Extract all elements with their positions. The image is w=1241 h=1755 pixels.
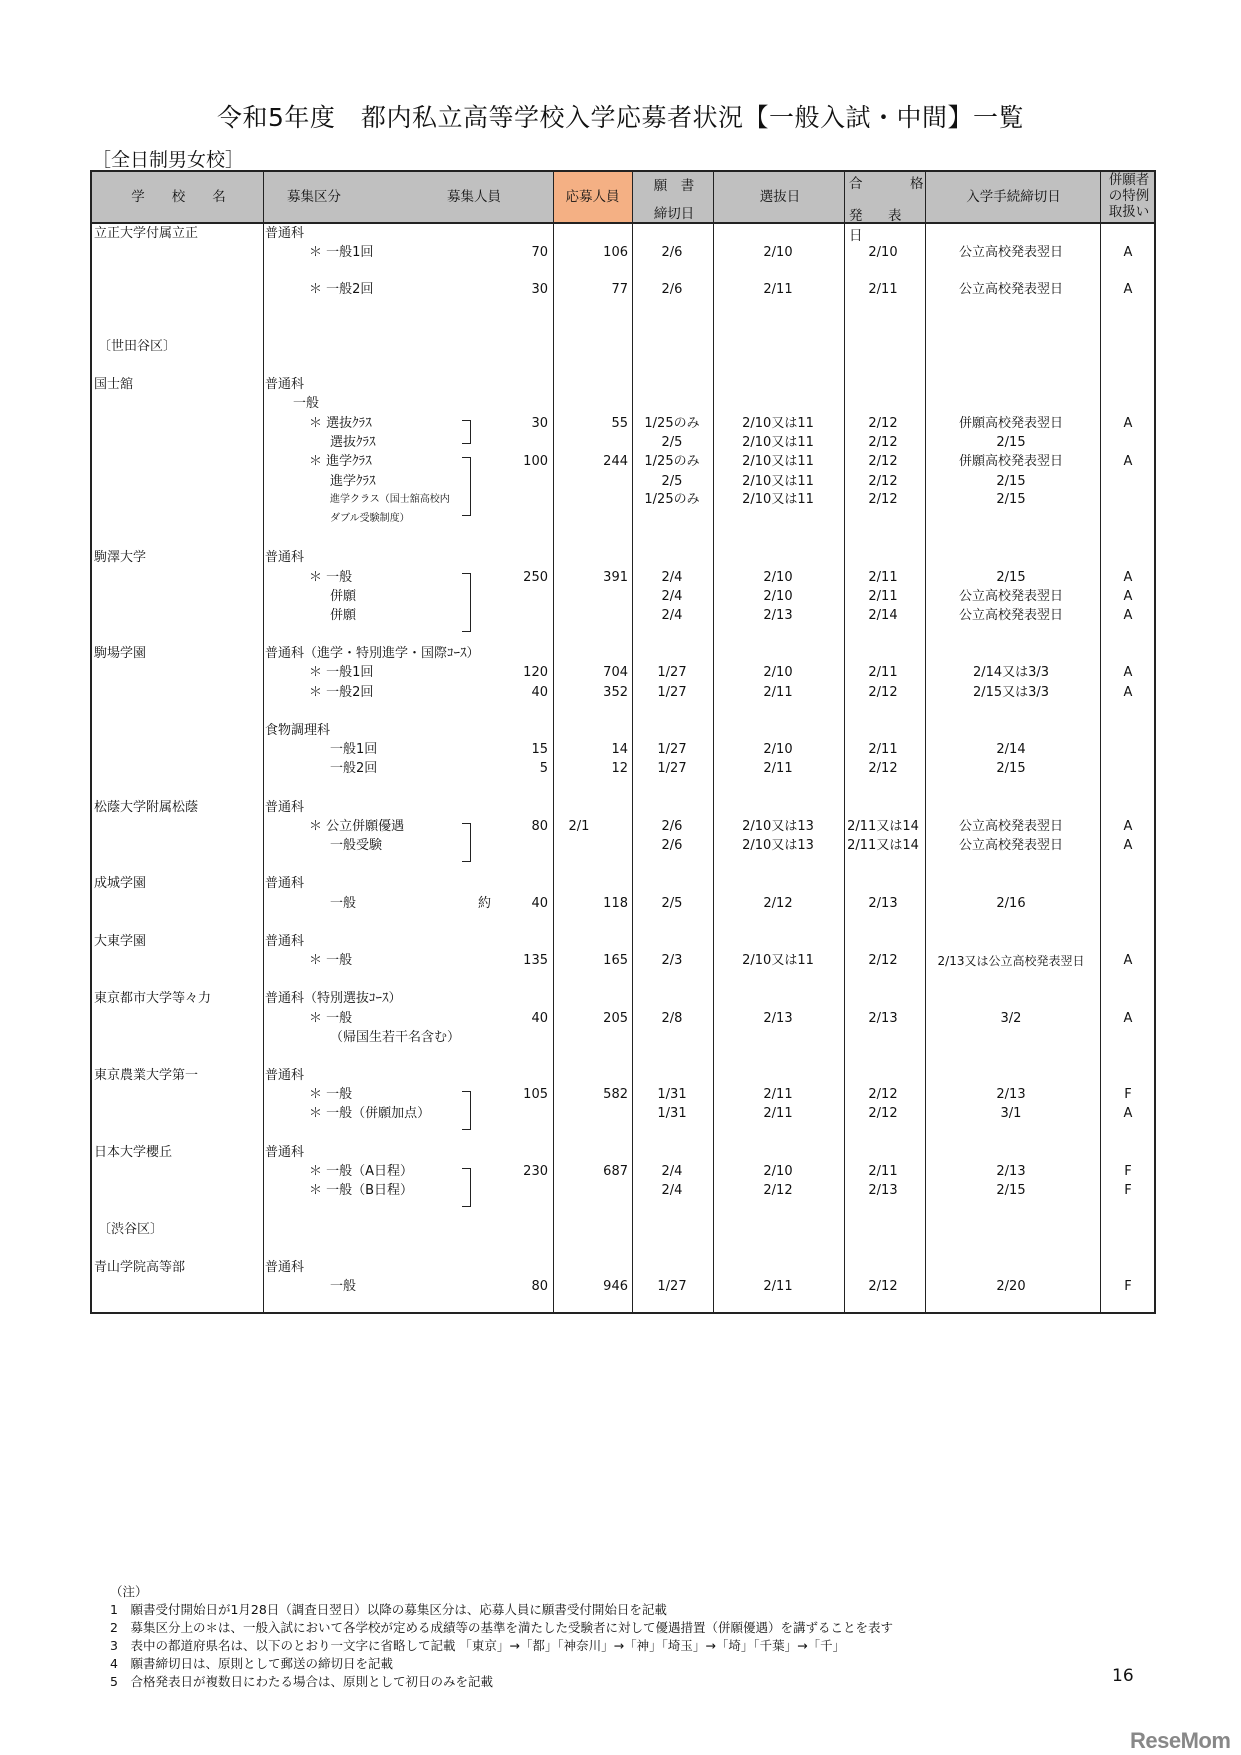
quota-value: 70 (531, 245, 548, 260)
pass-date-value: 2/11 (868, 1164, 898, 1179)
deadline-value: 2/6 (661, 245, 683, 260)
exam-date-value: 2/13 (763, 608, 793, 623)
quota-value: 30 (531, 416, 548, 431)
enroll-deadline-value: 2/15 (996, 570, 1026, 585)
applicants-value: 244 (603, 454, 628, 469)
category-label: 普通科 (265, 1145, 305, 1160)
special-handling-value: A (1123, 589, 1133, 604)
exam-date-value: 2/10 (763, 589, 793, 604)
category-label: 一般2回 (330, 761, 378, 776)
enroll-deadline-value: 公立高校発表翌日 (958, 282, 1063, 297)
special-handling-value: F (1124, 1164, 1132, 1179)
category-label: ＊ 一般（A日程） (309, 1164, 414, 1179)
special-handling-value: A (1123, 245, 1133, 260)
special-handling-value: F (1124, 1183, 1132, 1198)
enroll-deadline-value: 2/15 (996, 492, 1026, 507)
applicants-value: 165 (603, 953, 628, 968)
deadline-value: 2/4 (661, 1164, 683, 1179)
school-name: 大東学園 (94, 934, 147, 949)
pass-date-value: 2/11 (868, 570, 898, 585)
applicants-value: 55 (611, 416, 628, 431)
deadline-value: 2/6 (661, 282, 683, 297)
enroll-deadline-value: 2/15 (996, 474, 1026, 489)
header-category: 募集区分 (287, 189, 341, 205)
exam-date-value: 2/11 (763, 1087, 793, 1102)
special-handling-value: A (1123, 1106, 1133, 1121)
pass-date-value: 2/12 (868, 953, 898, 968)
enroll-deadline-value: 併願高校発表翌日 (958, 416, 1063, 431)
school-name: 国士舘 (94, 377, 134, 392)
exam-date-value: 2/11 (763, 1279, 793, 1294)
deadline-value: 1/25のみ (644, 454, 700, 469)
applicants-value: 946 (603, 1279, 628, 1294)
category-label: 普通科 (265, 377, 305, 392)
applicants-value: 391 (603, 570, 628, 585)
exam-date-value: 2/10又は11 (742, 416, 814, 431)
enroll-deadline-value: 2/13又は公立高校発表翌日 (937, 954, 1085, 968)
exam-date-value: 2/10 (763, 742, 793, 757)
applicants-value: 582 (603, 1087, 628, 1102)
exam-date-value: 2/12 (763, 1183, 793, 1198)
deadline-value: 2/4 (661, 1183, 683, 1198)
enroll-deadline-value: 公立高校発表翌日 (958, 838, 1063, 853)
bracket-icon (462, 573, 471, 632)
note-4: 4 願書締切日は、原則として郵送の締切日を記載 (110, 1656, 393, 1671)
header-special: 併願者 の特例 取扱い (1108, 172, 1150, 220)
school-name: 松蔭大学附属松蔭 (94, 800, 199, 815)
category-label: 進学クラス（国士舘高校内 (330, 494, 450, 505)
enroll-deadline-value: 3/2 (1000, 1011, 1022, 1026)
category-label: ＊ 一般（併願加点） (309, 1106, 431, 1121)
header-pass-left: 合 (849, 176, 863, 192)
special-handling-value: A (1123, 685, 1133, 700)
category-label: 普通科 (265, 876, 305, 891)
header-exam-date: 選抜日 (759, 189, 801, 205)
special-handling-value: F (1124, 1087, 1132, 1102)
enroll-deadline-value: 2/14又は3/3 (972, 665, 1050, 680)
exam-date-value: 2/10 (763, 570, 793, 585)
quota-value: 120 (523, 665, 548, 680)
category-label: 一般 (330, 1279, 357, 1294)
quota-value: 250 (523, 570, 548, 585)
special-handling-value: A (1123, 953, 1133, 968)
bracket-icon (462, 1168, 471, 1207)
applicants-value: 704 (603, 665, 628, 680)
enroll-deadline-value: 2/15 (996, 1183, 1026, 1198)
category-label: 進学ｸﾗｽ (330, 474, 376, 489)
special-handling-value: A (1123, 1011, 1133, 1026)
header-enroll: 入学手続締切日 (966, 189, 1061, 205)
pass-date-value: 2/11 (868, 742, 898, 757)
deadline-value: 2/3 (661, 953, 683, 968)
category-label: 併願 (330, 608, 357, 623)
bracket-icon (462, 420, 471, 444)
quota-value: 40 (531, 1011, 548, 1026)
applicants-value: 77 (611, 282, 628, 297)
school-name: 東京農業大学第一 (94, 1068, 199, 1083)
category-label: 普通科 (265, 1260, 305, 1275)
enroll-deadline-value: 2/20 (996, 1279, 1026, 1294)
school-name: 駒場学園 (94, 646, 147, 661)
exam-date-value: 2/13 (763, 1011, 793, 1026)
category-label: 選抜ｸﾗｽ (330, 435, 376, 450)
note-2: 2 募集区分上の＊は、一般入試において各学校が定める成績等の基準を満たした受験者に対して優遇措置（併願優遇）を講ずることを表す (110, 1620, 893, 1635)
enroll-deadline-value: 公立高校発表翌日 (958, 819, 1063, 834)
category-label: ＊ 一般2回 (309, 282, 374, 297)
pass-date-value: 2/12 (868, 435, 898, 450)
special-handling-value: A (1123, 282, 1133, 297)
category-label: 一般 (330, 896, 357, 911)
quota-value: 40 (531, 896, 548, 911)
pass-date-value: 2/12 (868, 1087, 898, 1102)
col-divider (263, 172, 264, 1312)
exam-date-value: 2/12 (763, 896, 793, 911)
quota-value: 100 (523, 454, 548, 469)
category-label: 一般 (293, 396, 320, 411)
deadline-value: 2/8 (661, 1011, 683, 1026)
special-handling-value: A (1123, 838, 1133, 853)
deadline-value: 1/27 (657, 1279, 687, 1294)
pass-date-value: 2/12 (868, 454, 898, 469)
special-handling-value: A (1123, 819, 1133, 834)
category-label: ダブル受験制度） (330, 513, 410, 524)
category-label: 食物調理科 (265, 723, 331, 738)
school-name: 立正大学付属立正 (94, 226, 199, 241)
enroll-deadline-value: 公立高校発表翌日 (958, 608, 1063, 623)
header-pass-right: 格 (910, 176, 924, 192)
deadline-value: 1/25のみ (644, 416, 700, 431)
category-label: ＊ 一般1回 (309, 245, 374, 260)
pass-date-value: 2/12 (868, 474, 898, 489)
category-label: ＊ 一般2回 (309, 685, 374, 700)
deadline-value: 1/31 (657, 1106, 687, 1121)
exam-date-value: 2/10又は11 (742, 953, 814, 968)
category-label: ＊ 一般 (309, 570, 353, 585)
pass-date-value: 2/12 (868, 416, 898, 431)
enroll-deadline-value: 3/1 (1000, 1106, 1022, 1121)
category-label: 併願 (330, 589, 357, 604)
exam-date-value: 2/10 (763, 1164, 793, 1179)
category-label: ＊ 進学ｸﾗｽ (309, 454, 372, 469)
category-label: 普通科 (265, 1068, 305, 1083)
deadline-value: 2/4 (661, 589, 683, 604)
exam-date-value: 2/11 (763, 1106, 793, 1121)
special-handling-value: F (1124, 1279, 1132, 1294)
deadline-value: 2/6 (661, 838, 683, 853)
bracket-icon (462, 1091, 471, 1130)
pass-date-value: 2/12 (868, 492, 898, 507)
exam-date-value: 2/10又は13 (742, 819, 814, 834)
quota-value: 80 (531, 819, 548, 834)
page-number: 16 (1112, 1666, 1134, 1686)
enroll-deadline-value: 2/13 (996, 1087, 1026, 1102)
pass-date-value: 2/11 (868, 282, 898, 297)
enroll-deadline-value: 公立高校発表翌日 (958, 589, 1063, 604)
school-name: 東京都市大学等々力 (94, 991, 212, 1006)
pass-date-value: 2/11又は14 (847, 838, 919, 853)
applicants-value: 12 (611, 761, 628, 776)
exam-date-value: 2/10又は13 (742, 838, 814, 853)
bracket-icon (462, 823, 471, 862)
category-label: 普通科（進学・特別進学・国際ｺｰｽ） (265, 646, 480, 661)
special-handling-value: A (1123, 608, 1133, 623)
applicants-value: 2/1 (568, 819, 590, 834)
pass-date-value: 2/14 (868, 608, 898, 623)
quota-value: 15 (531, 742, 548, 757)
exam-date-value: 2/11 (763, 282, 793, 297)
quota-value: 135 (523, 953, 548, 968)
section-label: ［全日制男女校］ (92, 149, 245, 171)
approx-label: 約 (478, 896, 492, 911)
enroll-deadline-value: 2/16 (996, 896, 1026, 911)
category-label: ＊ 一般（B日程） (309, 1183, 414, 1198)
deadline-value: 2/5 (661, 474, 683, 489)
header-deadline-top: 願 書 (653, 178, 695, 194)
school-name: 駒澤大学 (94, 550, 147, 565)
applicants-value: 352 (603, 685, 628, 700)
page-title: 令和5年度 都内私立高等学校入学応募者状況【一般入試・中間】一覧 (217, 103, 1024, 132)
pass-date-value: 2/11 (868, 589, 898, 604)
deadline-value: 2/5 (661, 896, 683, 911)
ward-label: 〔世田谷区〕 (98, 339, 177, 354)
note-5: 5 合格発表日が複数日にわたる場合は、原則として初日のみを記載 (110, 1674, 493, 1689)
category-label: ＊ 一般 (309, 953, 353, 968)
school-name: 青山学院高等部 (94, 1260, 186, 1275)
pass-date-value: 2/11又は14 (847, 819, 919, 834)
exam-date-value: 2/10又は11 (742, 474, 814, 489)
category-label: 一般1回 (330, 742, 378, 757)
enroll-deadline-value: 公立高校発表翌日 (958, 245, 1063, 260)
deadline-value: 1/27 (657, 665, 687, 680)
exam-date-value: 2/10 (763, 245, 793, 260)
deadline-value: 1/27 (657, 761, 687, 776)
pass-date-value: 2/12 (868, 761, 898, 776)
quota-value: 105 (523, 1087, 548, 1102)
enroll-deadline-value: 2/13 (996, 1164, 1026, 1179)
exam-date-value: 2/11 (763, 761, 793, 776)
special-handling-value: A (1123, 416, 1133, 431)
category-label: 普通科 (265, 800, 305, 815)
exam-date-value: 2/10又は11 (742, 454, 814, 469)
quota-value: 80 (531, 1279, 548, 1294)
quota-value: 230 (523, 1164, 548, 1179)
deadline-value: 1/31 (657, 1087, 687, 1102)
special-handling-value: A (1123, 570, 1133, 585)
applicants-value: 205 (603, 1011, 628, 1026)
category-label: 普通科 (265, 550, 305, 565)
deadline-value: 2/4 (661, 570, 683, 585)
col-divider (1100, 172, 1101, 1312)
pass-date-value: 2/13 (868, 896, 898, 911)
header-quota: 募集人員 (447, 189, 501, 205)
notes (110, 1583, 893, 1691)
enroll-deadline-value: 2/15 (996, 435, 1026, 450)
special-handling-value: A (1123, 454, 1133, 469)
category-label: （帰国生若干名含む） (330, 1030, 461, 1045)
pass-date-value: 2/11 (868, 665, 898, 680)
quota-value: 40 (531, 685, 548, 700)
applicants-value: 118 (603, 896, 628, 911)
ward-label: 〔渋谷区〕 (98, 1222, 164, 1237)
category-label: ＊ 選抜ｸﾗｽ (309, 416, 372, 431)
school-name: 日本大学櫻丘 (94, 1145, 173, 1160)
header-pass-bottom: 発 表 日 (849, 208, 927, 244)
resemom-logo: ReseMom (1130, 1728, 1231, 1753)
school-name: 成城学園 (94, 876, 147, 891)
category-label: 一般受験 (330, 838, 383, 853)
col-divider (553, 172, 554, 1312)
deadline-value: 1/27 (657, 685, 687, 700)
header-applicants: 応募人員 (565, 189, 620, 205)
special-handling-value: A (1123, 665, 1133, 680)
enroll-deadline-value: 2/15又は3/3 (972, 685, 1050, 700)
quota-value: 30 (531, 282, 548, 297)
deadline-value: 1/27 (657, 742, 687, 757)
quota-value: 5 (539, 761, 548, 776)
note-1: 1 願書受付開始日が1月28日（調査日翌日）以降の募集区分は、応募人員に願書受付開始日を記載 (110, 1602, 667, 1617)
note-3: 3 表中の都道府県名は、以下のとおり一文字に省略して記載 「東京」→「都」「神奈川」→「神」「埼玉」→「埼」「千葉」→「千」 (110, 1638, 846, 1653)
applicants-value: 687 (603, 1164, 628, 1179)
exam-date-value: 2/10又は11 (742, 435, 814, 450)
header-deadline-bottom: 締切日 (653, 206, 695, 222)
enroll-deadline-value: 併願高校発表翌日 (958, 454, 1063, 469)
header-school: 学 校 名 (131, 189, 226, 205)
category-label: 普通科 (265, 226, 305, 241)
deadline-value: 2/6 (661, 819, 683, 834)
deadline-value: 1/25のみ (644, 492, 700, 507)
applicants-value: 106 (603, 245, 628, 260)
category-label: 普通科（特別選抜ｺｰｽ） (265, 991, 402, 1006)
category-label: ＊ 一般 (309, 1087, 353, 1102)
exam-date-value: 2/10又は11 (742, 492, 814, 507)
category-label: ＊ 公立併願優遇 (309, 819, 405, 834)
pass-date-value: 2/12 (868, 685, 898, 700)
pass-date-value: 2/12 (868, 1106, 898, 1121)
pass-date-value: 2/13 (868, 1183, 898, 1198)
pass-date-value: 2/10 (868, 245, 898, 260)
category-label: 普通科 (265, 934, 305, 949)
exam-date-value: 2/11 (763, 685, 793, 700)
category-label: ＊ 一般 (309, 1011, 353, 1026)
pass-date-value: 2/12 (868, 1279, 898, 1294)
exam-date-value: 2/10 (763, 665, 793, 680)
bracket-icon (462, 457, 471, 516)
deadline-value: 2/5 (661, 435, 683, 450)
enroll-deadline-value: 2/15 (996, 761, 1026, 776)
pass-date-value: 2/13 (868, 1011, 898, 1026)
applicants-value: 14 (611, 742, 628, 757)
deadline-value: 2/4 (661, 608, 683, 623)
notes-heading: （注） (110, 1584, 148, 1599)
enroll-deadline-value: 2/14 (996, 742, 1026, 757)
category-label: ＊ 一般1回 (309, 665, 374, 680)
